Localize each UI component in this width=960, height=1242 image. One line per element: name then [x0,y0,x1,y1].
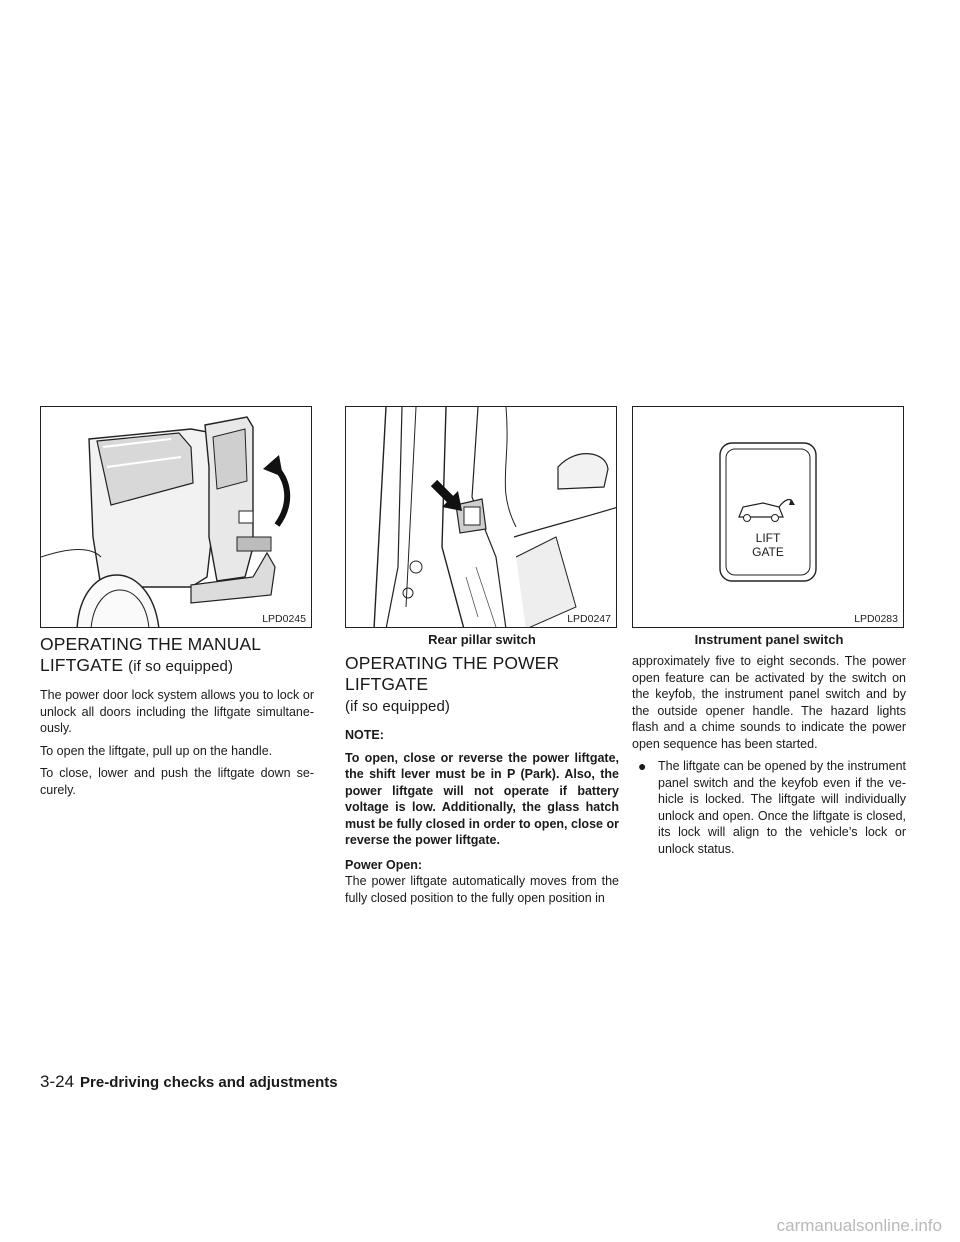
vehicle-rear-illustration [41,407,312,628]
figure-code: LPD0245 [262,613,306,625]
paragraph: To open the liftgate, pull up on the handle. [40,743,273,758]
figure-code: LPD0283 [854,613,898,625]
figure-manual-liftgate [40,406,312,628]
paragraph: To close, lower and push the liftgate down se- curely. [40,766,314,797]
figure-rear-pillar-switch [345,406,617,628]
figure-instrument-panel-switch [632,406,904,628]
note-text: To open, close or reverse the power liftgate, the shift lever must be in P (Park). Also, the power liftgate will not operate if battery voltage is low. Additionally, the glass hatch must be fully closed in order to open, close or reverse the power liftgate. [345,750,619,847]
heading-sub: (if so equipped) [128,658,234,675]
heading-sub: (if so equipped) [345,698,450,715]
heading-main: OPERATING THE POWER LIFTGATE [345,653,560,694]
liftgate-switch-illustration [633,407,904,628]
figure-code: LPD0247 [567,613,611,625]
heading-main: OPERATING THE MANUAL LIFTGATE [40,634,261,675]
paragraph: approximately five to eight seconds. The power open feature can be activated by the switch on the keyfob, the instrument panel switch and by the outside opener handle. The hazard lights flash and a chime sounds to indicate the power open sequence has been started. [632,654,906,751]
column-manual-liftgate [40,406,314,804]
paragraph: The power door lock system allows you to lock or unlock all doors including the liftgate simultane- ously. [40,688,314,735]
rear-pillar-illustration [346,407,617,628]
page-footer [40,1072,338,1092]
section-title: Pre-driving checks and adjustments [80,1074,338,1091]
page-number: 3-24 [40,1072,75,1091]
paragraph: The power liftgate automatically moves from the fully closed position to the fully open position in [345,874,619,905]
bullet-text: The liftgate can be opened by the instrument panel switch and the keyfob even if the ve- hicle is locked. The liftgate will individually unlock and open. Once the liftgate is closed, its lock will align to the vehicle’s lock or unlock status. [658,759,906,856]
list-item [638,758,906,857]
bullet-symbol: ● [638,758,647,774]
note-label: NOTE: [345,728,384,742]
watermark: carmanualsonline.info [776,1216,942,1235]
section-heading-manual-liftgate [40,634,314,677]
figure-caption: Rear pillar switch [428,632,536,647]
column-power-open-continued [632,406,906,857]
figure-caption: Instrument panel switch [694,632,844,647]
column-power-liftgate [345,406,619,912]
subheading-power-open: Power Open: [345,857,423,872]
switch-label-line2: GATE [752,545,784,559]
section-heading-power-liftgate [345,653,619,717]
switch-label-line1: LIFT [755,531,781,545]
switch-label [720,531,816,559]
